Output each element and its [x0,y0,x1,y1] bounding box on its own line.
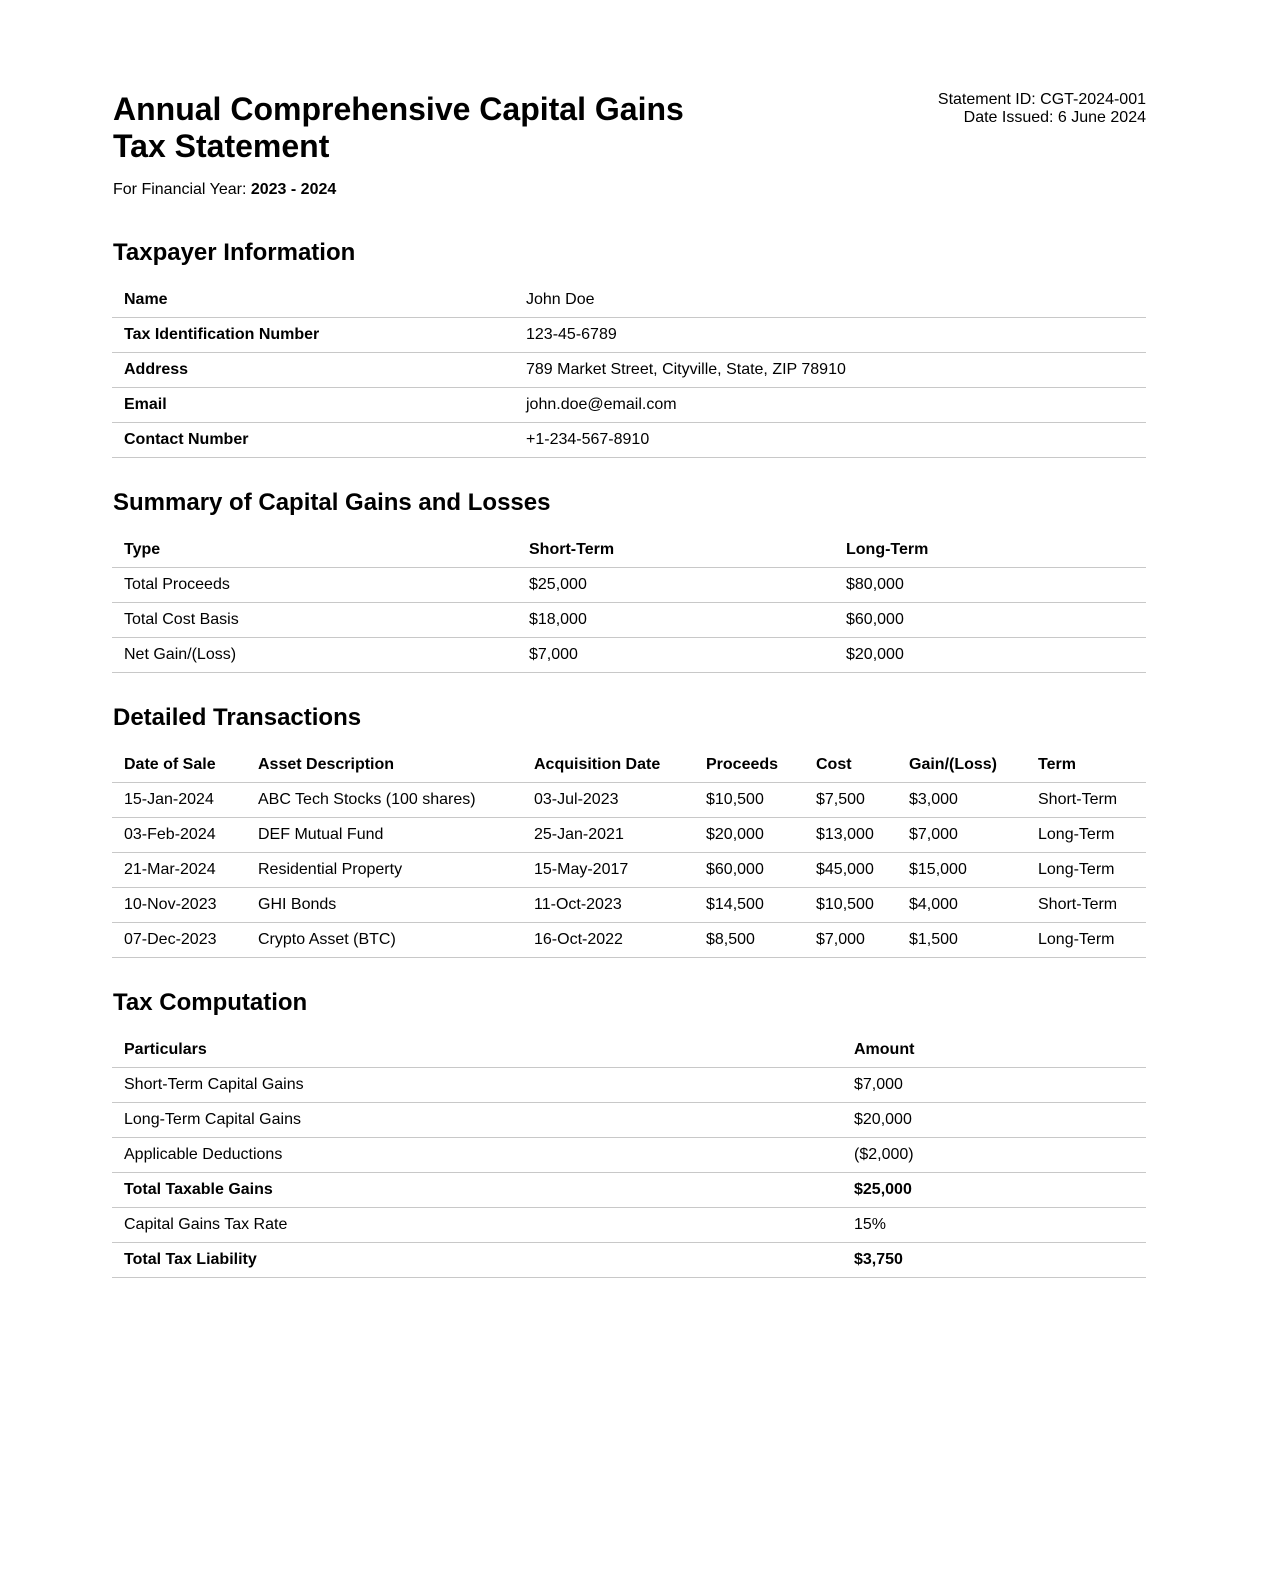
field-value: john.doe@email.com [514,388,1146,423]
table-row [112,638,1146,673]
column-header: Proceeds [694,748,804,783]
table-cell: 21-Mar-2024 [112,853,246,888]
field-label: Tax Identification Number [112,318,514,353]
table-cell: $20,000 [834,638,1146,673]
table-header-row [112,748,1146,783]
particular-label: Long-Term Capital Gains [112,1103,842,1138]
table-cell: 07-Dec-2023 [112,923,246,958]
column-header: Acquisition Date [522,748,694,783]
table-cell: $10,500 [804,888,897,923]
table-cell: Long-Term [1026,853,1146,888]
table-cell: Residential Property [246,853,522,888]
table-cell: 15-Jan-2024 [112,783,246,818]
table-cell: $25,000 [517,568,834,603]
taxpayer-table [112,283,1146,458]
table-cell: $14,500 [694,888,804,923]
particular-amount: $7,000 [842,1068,1146,1103]
field-label: Email [112,388,514,423]
table-row [112,283,1146,318]
table-cell: 16-Oct-2022 [522,923,694,958]
particular-amount: 15% [842,1208,1146,1243]
field-label: Name [112,283,514,318]
table-cell: $7,500 [804,783,897,818]
table-cell: $15,000 [897,853,1026,888]
table-row-total [112,1243,1146,1278]
particular-label: Applicable Deductions [112,1138,842,1173]
particular-label: Short-Term Capital Gains [112,1068,842,1103]
table-cell: $20,000 [694,818,804,853]
table-row [112,1208,1146,1243]
table-header-row [112,533,1146,568]
field-label: Address [112,353,514,388]
table-cell: $4,000 [897,888,1026,923]
table-cell: $7,000 [804,923,897,958]
column-header: Gain/(Loss) [897,748,1026,783]
column-header: Type [112,533,517,568]
table-cell: 03-Feb-2024 [112,818,246,853]
transactions-table [112,748,1146,958]
field-value: 123-45-6789 [514,318,1146,353]
table-row [112,388,1146,423]
taxpayer-heading: Taxpayer Information [113,239,356,266]
table-row [112,1138,1146,1173]
table-cell: Crypto Asset (BTC) [246,923,522,958]
table-cell: $60,000 [834,603,1146,638]
table-cell: DEF Mutual Fund [246,818,522,853]
column-header: Amount [842,1033,1146,1068]
table-cell: $3,000 [897,783,1026,818]
column-header: Long-Term [834,533,1146,568]
column-header: Term [1026,748,1146,783]
table-row [112,923,1146,958]
table-cell: $8,500 [694,923,804,958]
table-row [112,1068,1146,1103]
table-row [112,853,1146,888]
statement-id: Statement ID: CGT-2024-001 [937,91,1146,108]
table-cell: 10-Nov-2023 [112,888,246,923]
table-cell: Net Gain/(Loss) [112,638,517,673]
column-header: Short-Term [517,533,834,568]
table-cell: Long-Term [1026,923,1146,958]
table-header-row [112,1033,1146,1068]
column-header: Date of Sale [112,748,246,783]
table-cell: Total Cost Basis [112,603,517,638]
column-header: Particulars [112,1033,842,1068]
table-row [112,603,1146,638]
table-cell: $80,000 [834,568,1146,603]
table-row [112,318,1146,353]
field-value: John Doe [514,283,1146,318]
particular-amount: $25,000 [842,1173,1146,1208]
table-row [112,423,1146,458]
table-cell: $60,000 [694,853,804,888]
table-cell: Long-Term [1026,818,1146,853]
table-row [112,888,1146,923]
table-row [112,353,1146,388]
table-cell: 11-Oct-2023 [522,888,694,923]
table-cell: ABC Tech Stocks (100 shares) [246,783,522,818]
table-cell: $18,000 [517,603,834,638]
field-label: Contact Number [112,423,514,458]
table-row [112,783,1146,818]
table-row-total [112,1173,1146,1208]
table-cell: Short-Term [1026,888,1146,923]
column-header: Asset Description [246,748,522,783]
particular-amount: ($2,000) [842,1138,1146,1173]
table-cell: 15-May-2017 [522,853,694,888]
date-issued: Date Issued: 6 June 2024 [963,109,1146,126]
computation-heading: Tax Computation [113,989,308,1016]
table-row [112,818,1146,853]
particular-label: Capital Gains Tax Rate [112,1208,842,1243]
computation-table [112,1033,1146,1278]
field-value: +1-234-567-8910 [514,423,1146,458]
particular-amount: $3,750 [842,1243,1146,1278]
table-row [112,568,1146,603]
financial-year-value: 2023 - 2024 [250,181,337,198]
table-cell: GHI Bonds [246,888,522,923]
table-cell: Short-Term [1026,783,1146,818]
table-cell: Total Proceeds [112,568,517,603]
table-cell: $7,000 [517,638,834,673]
financial-year [113,181,336,199]
financial-year-label: For Financial Year: [113,181,251,198]
table-cell: $45,000 [804,853,897,888]
particular-label: Total Taxable Gains [112,1173,842,1208]
table-row [112,1103,1146,1138]
statement-meta [938,91,1146,127]
particular-amount: $20,000 [842,1103,1146,1138]
column-header: Cost [804,748,897,783]
table-cell: $1,500 [897,923,1026,958]
summary-table [112,533,1146,673]
field-value: 789 Market Street, Cityville, State, ZIP 78910 [514,353,1146,388]
page-title: Annual Comprehensive Capital Gains Tax Statement [113,91,684,164]
table-cell: $10,500 [694,783,804,818]
table-cell: 25-Jan-2021 [522,818,694,853]
transactions-heading: Detailed Transactions [113,704,362,731]
particular-label: Total Tax Liability [112,1243,842,1278]
table-cell: $13,000 [804,818,897,853]
table-cell: $7,000 [897,818,1026,853]
table-cell: 03-Jul-2023 [522,783,694,818]
summary-heading: Summary of Capital Gains and Losses [113,489,551,516]
